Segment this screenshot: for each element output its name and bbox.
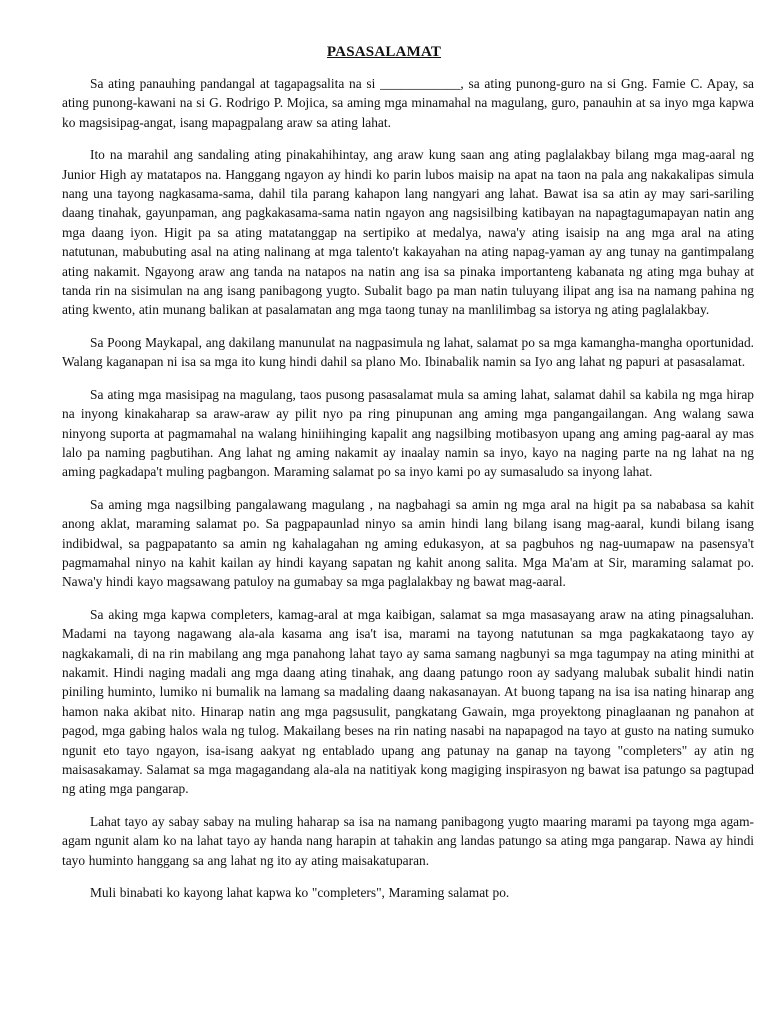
paragraph-closing: Muli binabati ko kayong lahat kapwa ko "completers", Maraming salamat po. — [90, 885, 510, 901]
document-body — [62, 74, 754, 915]
paragraph-greeting: Sa ating panauhing pandangal at tagapagsalita na si ____________, sa ating punong-guro na si Gng. Famie C. Apay, sa ating punong-kawani na si G. Rodrigo P. Mojica, sa aming mga minamahal na magulang, guro, panauhin at sa inyo mga kapwa ko magsisipag-angat, isang mapagpalang araw sa ating lahat. — [62, 76, 754, 130]
paragraph-teachers: Sa aming mga nagsilbing pangalawang magulang , na nagbahagi sa amin ng mga aral na higit pa sa nababasa sa kahit anong aklat, maraming salamat po. Sa pagpapaunlad ninyo sa amin hindi lang bilang isang mag-aaral, kundi bilang isang indibidwal, sa pagpapatanto sa amin ng kahalagahan ng aming edukasyon, at sa pagbuhos ng nag-uumapaw na pasensya't pagmamahal ninyo na kahit kailan ay hindi kayang sapatan ng kahit anong salita. Mga Ma'am at Sir, maraming salamat po. Nawa'y hindi kayo magsawang patuloy na gumabay sa mga paglalakbay ng bawat mag-aaral. — [62, 496, 754, 590]
paragraph-parents: Sa ating mga masisipag na magulang, taos pusong pasasalamat mula sa aming lahat, salamat dahil sa kabila ng mga hirap na inyong kinakaharap sa araw-araw ay pilit nyo pa ring pinupunan ang aming mga pangangailangan. Ang walang sawa ninyong suporta at pagmamahal na walang hiniihinging kapalit ang nagsilbing motibasyon upang ang aming pag-aaral ay mas lalo pa naming pagbutihan. Ang lahat ng aming nakamit ay inaalay namin sa inyo, kayo na naging parte na ng lahat na ng aming pagkadapa't muling pagbangon. Maraming salamat po sa inyo kami po ay sumasaludo sa inyong lahat. — [62, 386, 754, 480]
paragraph-journey: Ito na marahil ang sandaling ating pinakahihintay, ang araw kung saan ang ating paglalakbay bilang mga mag-aaral ng Junior High ay matatapos na. Hanggang ngayon ay hindi ko parin lubos maisip na apat na taon na pala ang nakakalipas simula nang una tayong nagkasama-sama, dahil tila parang kahapon lang nangyari ang lahat. Bawat isa sa atin ay may sari-sariling daang tinahak, gayunpaman, ang pagkakasama-sama natin ngayon ang nagsisilbing katibayan na napagtagumapayan natin ang mga daang iyon. Higit pa sa ating matatanggap na sertipiko at medalya, nawa'y ating isaisip na ang mga aral na ating natutunan, mabubuting asal na ating nalinang at mga talento't kakayahan na ating napag-yaman ay ang tunay na gantimpalang ating nakamit. Ngayong araw ang tanda na natapos na natin ang isa sa pinaka importanteng kabanata ng ating mga buhay at tanda rin na sisimulan na ang isang panibagong yugto. Subalit bago pa man natin tuluyang ilipat ang isa na namang pahina ng ating kwento, atin munang balikan at pasalamatan ang mga taong tunay na manlilimbag sa istorya ng ating paglalakbay. — [62, 147, 754, 318]
paragraph-future: Lahat tayo ay sabay sabay na muling haharap sa isa na namang panibagong yugto maaring marami pa tayong mga agam-agam ngunit alam ko na lahat tayo ay handa nang harapin at tahakin ang landas patungo sa ating mga pangarap. Nawa ay hindi tayo huminto hanggang sa ang lahat ng ito ay ating maisakatuparan. — [62, 813, 754, 868]
paragraph-god: Sa Poong Maykapal, ang dakilang manunulat na nagpasimula ng lahat, salamat po sa mga kamangha-mangha oportunidad. Walang kaganapan ni isa sa mga ito kung hindi dahil sa plano Mo. Ibinabalik namin sa Iyo ang lahat ng papuri at pasasalamat. — [62, 334, 754, 370]
paragraph-classmates: Sa aking mga kapwa completers, kamag-aral at mga kaibigan, salamat sa mga masasayang araw na ating pinagsaluhan. Madami na tayong nagawang ala-ala kasama ang isa't isa, marami na tayong natutunan sa mga pagkakataong tayo ay nagkakamali, di na rin mabilang ang mga panahong lahat tayo ay sama samang nagbunyi sa mga tagumpay na ating minithi at nakamit. Hindi naging madali ang mga daang ating tinahak, ang daang patungo roon ay sadyang malubak subalit hindi natin piniling huminto, lumiko ni bumalik na lamang sa madaling daang nakasanayan. At buong tapang na isa isa nating hinarap ang hamon naka akibat nito. Hinarap natin ang mga pagsusulit, pangkatang Gawain, mga proyektong pinaglaanan ng panahon at pagod, mga gabing halos wala ng tulog. Makailang beses na rin nating nasabi na napapagod na tayo at gusto na nating sumuko ngunit eto tayo ngayon, isa-isang aakyat ng entablado upang ang patunay na ganap na tayong "completers" ay atin ng maisasakamay. Salamat sa mga magagandang ala-ala na natitiyak kong magiging inspirasyon ng bawat isa patungo sa pagtupad ng ating mga pangarap. — [62, 606, 754, 797]
document-title: PASASALAMAT — [326, 44, 442, 60]
